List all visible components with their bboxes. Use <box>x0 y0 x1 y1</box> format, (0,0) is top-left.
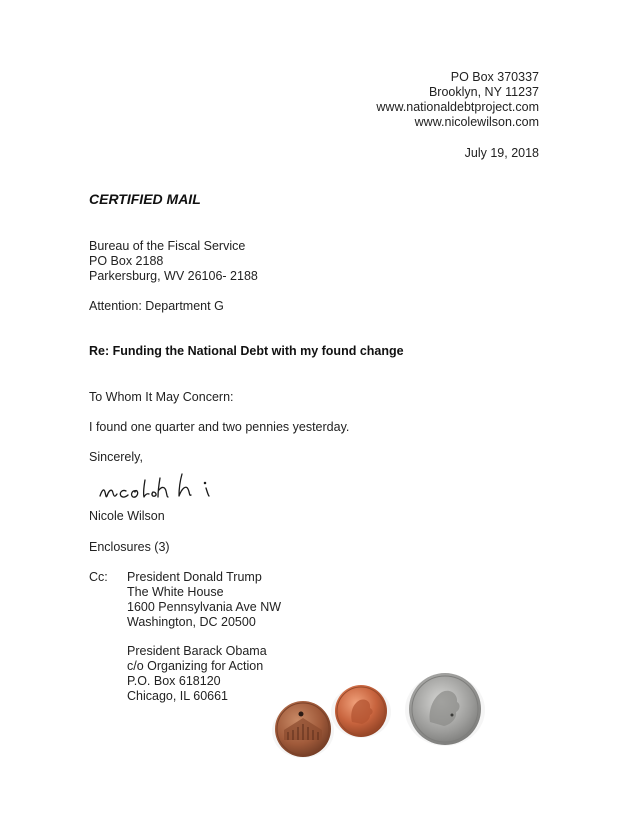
sender-address-line: PO Box 370337 <box>450 70 539 84</box>
letter-body: I found one quarter and two pennies yesterday. <box>89 420 350 434</box>
signature-name: Nicole Wilson <box>89 509 165 523</box>
recipient-address-line: PO Box 2188 <box>89 254 164 268</box>
salutation: To Whom It May Concern: <box>89 390 234 404</box>
penny-back-icon <box>270 696 336 762</box>
cc-recipient <box>127 570 281 630</box>
sender-website-link: www.nicolewilson.com <box>414 115 539 129</box>
sender-address-line: Brooklyn, NY 11237 <box>428 85 539 99</box>
cc-recipient-line: P.O. Box 618120 <box>127 674 221 688</box>
letter-date: July 19, 2018 <box>464 146 539 160</box>
cc-recipient-line: Washington, DC 20500 <box>127 615 256 629</box>
cc-recipient-line: President Barack Obama <box>127 644 267 658</box>
certified-mail-heading: CERTIFIED MAIL <box>89 191 201 207</box>
recipient-address <box>89 239 258 284</box>
attention-line: Attention: Department G <box>89 299 224 313</box>
sender-website-link: www.nationaldebtproject.com <box>376 100 539 114</box>
cc-recipient <box>127 644 267 704</box>
subject-line: Re: Funding the National Debt with my found change <box>89 344 404 358</box>
quarter-icon <box>404 668 486 750</box>
recipient-address-line: Bureau of the Fiscal Service <box>89 239 246 253</box>
handwritten-signature <box>96 466 236 508</box>
recipient-address-line: Parkersburg, WV 26106- 2188 <box>89 269 258 283</box>
cc-recipient-line: 1600 Pennsylvania Ave NW <box>127 600 282 614</box>
cc-label: Cc: <box>89 570 108 584</box>
cc-recipient-line: Chicago, IL 60661 <box>127 689 229 703</box>
sender-address <box>376 70 539 130</box>
enclosures-line: Enclosures (3) <box>89 540 170 554</box>
cc-recipient-line: The White House <box>127 585 224 599</box>
cc-recipient-line: c/o Organizing for Action <box>127 659 264 673</box>
cc-recipient-line: President Donald Trump <box>127 570 262 584</box>
closing: Sincerely, <box>89 450 143 464</box>
penny-front-icon <box>330 680 392 742</box>
